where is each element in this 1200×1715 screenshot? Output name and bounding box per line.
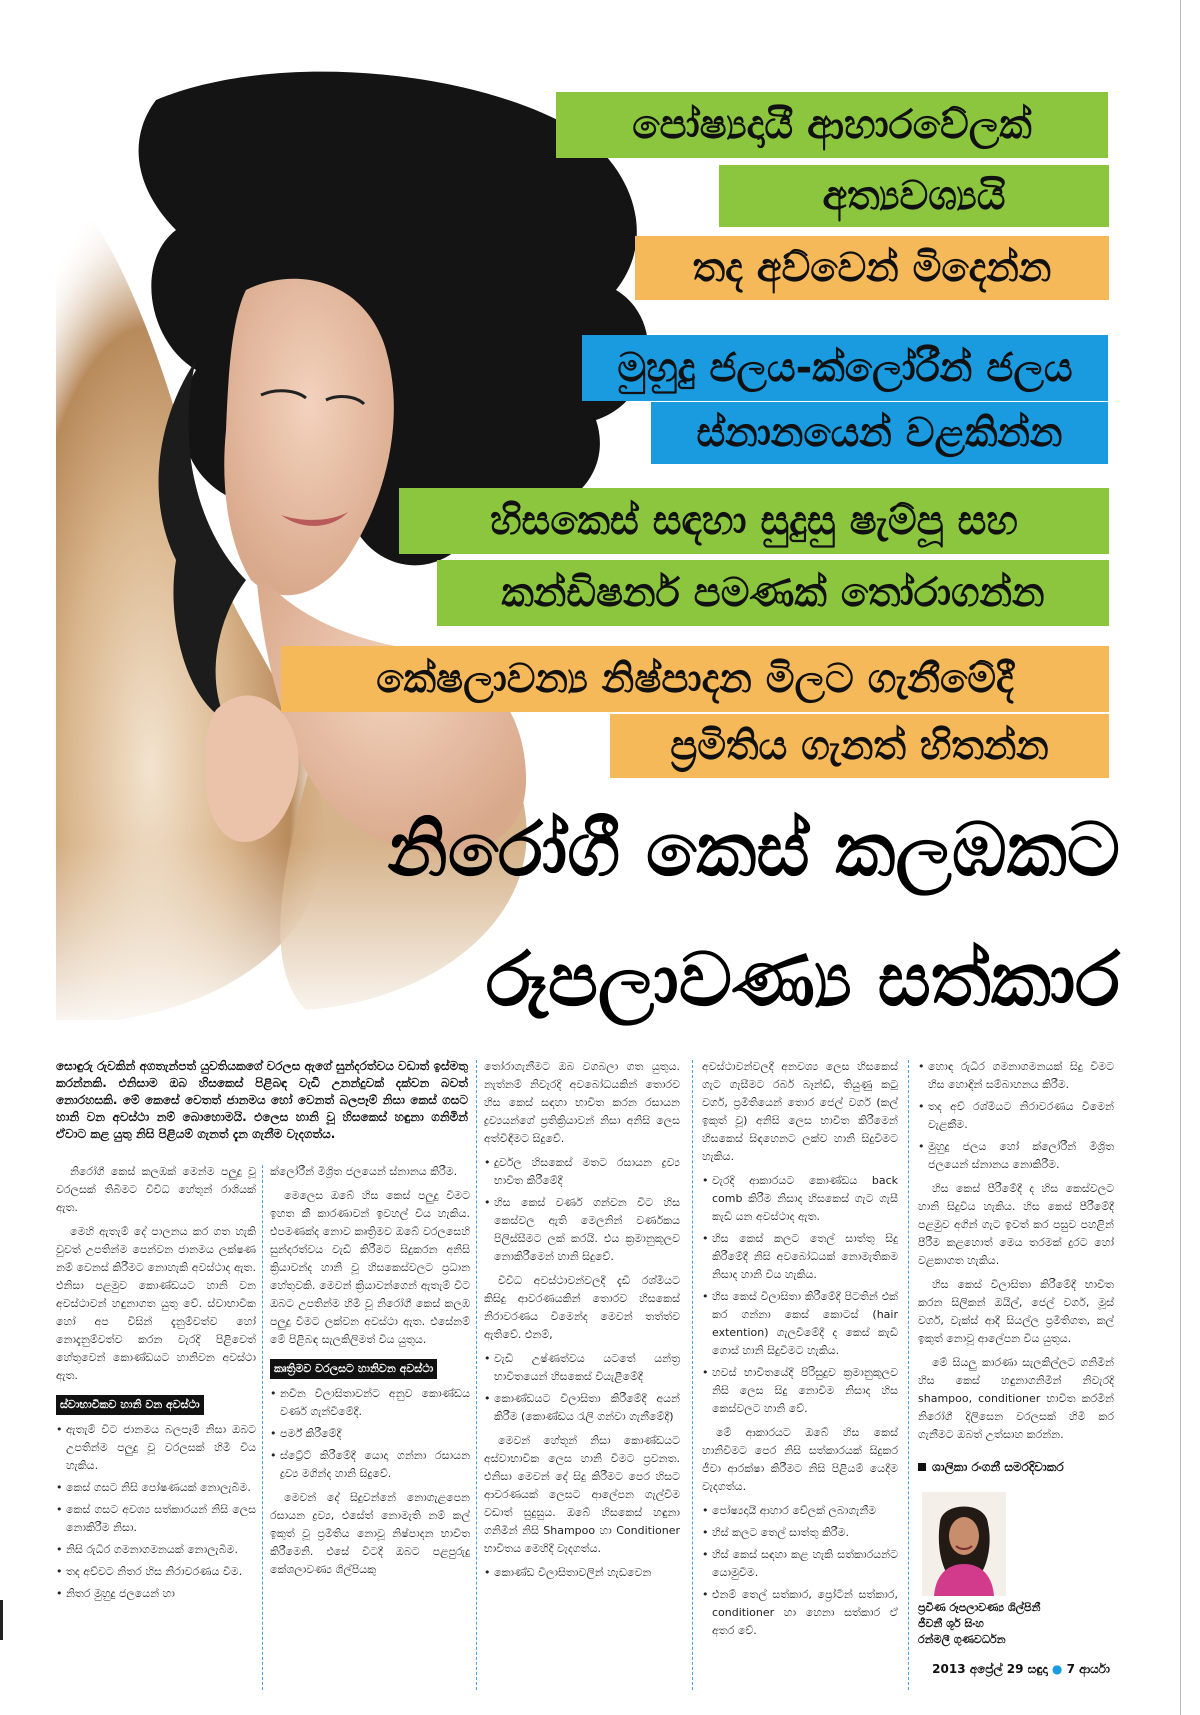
- paragraph: මේ ආකාරයට ඔබේ හිස කෙස් හානිවීමට පෙර නිසි සත්කාරයක් සිදුකර ජීවා ආරක්ෂා කිරීමට නිසි පිළියම් යෙදීම වැදගත්ය.: [702, 1426, 898, 1493]
- list-item: • වැරදි ආකාරයට කොණ්ඩය back comb කිරීම නිසාද හිසකෙස් ගැට ගැසී කැඩී යන අවස්ථාද ඇත.: [702, 1172, 898, 1226]
- paragraph: මෙවන් දේ සිදුවන්නේ නොගැළපෙන රසායන ද්‍රව්‍ය, එසේත් නොමැති නම් කල් ඉකුත් වූ ප්‍රමිතිය නොවූ නිෂ්පාදන භාවිත කිරීමෙනි. එසේ විටදී ඔබට පළපුරුදු කේශලාවණ්‍ය ශිල්පියකු: [270, 1491, 470, 1576]
- paragraph: මෙලෙස ඔබේ හිස කෙස් පලුදු වීමට ඉහත කී කාරණාවන් ඉවහල් විය හැකිය. එපමණක්ද නොව කෘත්‍රිමව ඔබේ වරලසෙහි සුන්දරත්වය වැඩි කිරීමට සිදුකරන අනිසි ක්‍රියාවන්ද හානි වූ හිසකෙස්වලට ප්‍රධාන හේතුවකි. මෙවන් ක්‍රියාවන්ගෙන් ඇතැම් විට ඔබට උපතින්ම හිමි වූ නිරෝගී කෙස් කලඹ පලුදු වීමට ලක්වන අවස්ථා ඇත. එසේනම් මේ පිළිබඳ සැලකිලිමත් විය යුතුය.: [270, 1189, 470, 1346]
- credit-line: ජීවනී ශූර් සිංහ: [918, 1617, 984, 1630]
- list-item: • හොඳ රුධිර ගමනාගමනයක් සිදු වීමට හිස හොඳින් සම්බාහනය කිරීම.: [918, 1058, 1114, 1094]
- article-title-line-1: නිරෝගී කෙස් කලඹකට: [387, 807, 1120, 893]
- article-title-line-2: රූපලාවණ්‍ය සත්කාර: [486, 937, 1120, 1023]
- section-subheading: කෘත්‍රිමව වරලසට හානිවන අවස්ථා: [270, 1359, 437, 1379]
- bullet-list: [270, 1385, 470, 1483]
- headline-8: කේෂලාවන්‍ය නිෂ්පාදන මිලට ගැනීමේදී: [281, 646, 1109, 712]
- issue-date: 2013 අප්‍රේල් 29 සඳුදා: [932, 1662, 1048, 1676]
- section-subheading: ස්වාභාවිකව හානි වන අවස්ථා: [56, 1395, 204, 1415]
- column-separator: [262, 1165, 263, 1690]
- list-item: • කෙස් ගසට අවශ්‍ය සත්කාරයන් නිසි ලෙස නොකිරීම නිසා.: [56, 1501, 256, 1537]
- page-edge-rule: [1180, 0, 1181, 1715]
- author-byline: [918, 1460, 1064, 1475]
- article-column-2: [270, 1163, 470, 1585]
- bullet-list: [702, 1502, 898, 1640]
- list-item: • ඇතැම් විට ජානමය බලපෑම් නිසා ඔබට උපතින්ම පලුදු වූ වරලසක් හිමි විය හැකිය.: [56, 1421, 256, 1475]
- list-item: • නිසි රුධිර ගමනාගමනයක් නොලැබීම.: [56, 1541, 256, 1559]
- paragraph: මෙවන් හේතූන් නිසා කොණ්ඩයට අස්වාභාවික ලෙස හානි වීමට ප්‍රවනත. එනිසා මෙවන් දේ සිදු කිරීමට පෙර හිසට ආවරණයක් ලෙසට ආලේපන ගැල්වීම වඩාත් සුදුසුය. ඔබේ හිසකෙස් හඳුනා ගනිමින් නිසි Shampoo හා Conditioner භාවිතය මෙහිදී වැදගත්ය.: [484, 1434, 680, 1555]
- list-item: • තද අව්වට නිතර හිස නිරාවරණය වීම.: [56, 1563, 256, 1581]
- list-item: • පෝෂ්‍යදායී ආහාර වේලක් ලබාගැනීම: [702, 1502, 898, 1520]
- byline-square-icon: [918, 1463, 926, 1471]
- list-item: • ස්ට්‍රේට් කිරීමේදී යොදා ගන්නා රසායන ද්‍රව්‍ය මගින්ද හානි සිදුවේ.: [270, 1447, 470, 1483]
- paragraph: මේ සියලු කාරණා සැලකිල්ලට ගනිමින් හිස කෙස් හඳුනාගනිමින් නිවැරදි shampoo, conditioner භාවිත කරමින් නිරෝගී දිලිසෙන වරලසක් හිමි කර ගැනීමට ඔබත් උත්සාහ කරන්න.: [918, 1356, 1114, 1441]
- list-item: • හිස කෙස් කලට තෙල් සාත්තු සිදු කිරීමේදී නිසි අවබෝධයක් නොමැතිකම නිසාද හානි විය හැකිය.: [702, 1230, 898, 1284]
- list-item: • හිස් කෙස් සඳහා කළ හැකි සත්කාරයන්ට යොමුවීම.: [702, 1546, 898, 1582]
- headline-6: හිසකෙස් සඳහා සුදුසු ෂැම්පූ සහ: [399, 488, 1109, 554]
- list-item: • දුර්වල හිසකෙස් මතට රසායන ද්‍රව්‍ය භාවිත කිරීමේදී: [484, 1154, 680, 1190]
- headline-4: මුහුදු ජලය-ක්ලෝරීන් ජලය: [582, 335, 1108, 401]
- bullet-dot-icon: ●: [1051, 1662, 1063, 1676]
- credit-line: ප්‍රවීණ රූපලාවණ්‍ය ශිල්පිනී: [918, 1601, 1041, 1614]
- list-item: • පර්ම් කිරීමේදී: [270, 1425, 470, 1443]
- paragraph: මෙහි ඇතැම් දේ පාලනය කර ගත හැකි වුවත් උපතින්ම පෙන්වන ජානමය ලක්ෂණ නම් වෙනස් කිරීමට නොහැකි අවස්ථාද ඇත. එනිසා පළමුව කොණ්ඩයට හානි වන අවස්ථාවන් හඳුනාගත යුතු වේ. ස්වාභාවික හෝ අප විසින් දැනුම්වත්ව හෝ නොදැනුම්වත්ව කරන වැරදි පිළිවෙත් හේතුවෙන් කොණ්ඩයට හානිවන අවස්ථා ඇත.: [56, 1225, 256, 1382]
- headline-3: තද අව්වෙන් මිදෙන්න: [635, 236, 1109, 300]
- column-separator: [476, 1060, 477, 1690]
- author-portrait: [922, 1492, 1006, 1596]
- bullet-list: [484, 1564, 680, 1582]
- paragraph: ක්ලෝරීන් මිශ්‍රිත ජලයෙන් ස්නානය කිරීම.: [270, 1165, 458, 1178]
- headline-2: අත්‍යවශ්‍යයි: [719, 165, 1109, 227]
- list-item: • වැඩි උෂ්ණත්වය යටතේ යන්ත්‍ර භාවිතයෙන් හිසකෙස් වියැළීමේදී: [484, 1350, 680, 1386]
- bullet-list: [918, 1058, 1114, 1174]
- credit-line: රන්මලී ගුණවර්ධන: [918, 1633, 1006, 1646]
- article-column-4: [702, 1058, 898, 1646]
- list-item: • කොණ්ඩයට විලාසිතා කිරීමේදී අයන් කිරීම (කොණ්ඩය රැලි ගන්වා ගැනීමේදී): [484, 1390, 680, 1426]
- article-column-5: [918, 1058, 1114, 1450]
- list-item: • කෙස් ගසට නිසි පෝෂණයක් නොලැබීම.: [56, 1479, 256, 1497]
- image-credit: [918, 1600, 1118, 1648]
- column-separator: [908, 1060, 909, 1690]
- headline-1: පෝෂ්‍යදායී ආහාරවේලක්: [556, 92, 1108, 158]
- paragraph: හිස කෙස් විලාසිතා කිරීමේදී භාවිත කරන සිලිකන් ඔයිල්, ජෙල් වර්ග, මූස් වර්ග, වැක්ස් ආදී සියල්ල ප්‍රමිතිගත, කල් ඉකුත් නොවූ ආලේපන විය යුතුය.: [918, 1278, 1114, 1345]
- list-item: • එනම් තෙල් සත්කාර, ප්‍රෝටීන් සත්කාර, conditioner හා හෙනා සත්කාර ඒ අතර වේ.: [702, 1586, 898, 1640]
- headline-7: කන්ඩිෂනර් පමණක් තෝරාගන්න: [437, 560, 1109, 626]
- bullet-list: [702, 1172, 898, 1418]
- headline-5: ස්නානයෙන් වළකින්න: [651, 402, 1108, 464]
- article-column-3: [484, 1058, 680, 1588]
- page-number: 7 ආර්යා: [1066, 1662, 1110, 1676]
- article-column-1: [56, 1163, 256, 1609]
- list-item: • නිතර මුහුදු ජලයෙන් හා: [56, 1585, 256, 1603]
- list-item: • කොණ්ඩ විලාසිතාවලින් හැඩවෙන: [484, 1564, 680, 1582]
- list-item: • මුහුදු ජලය හෝ ක්ලෝරීන් මිශ්‍රිත ජලයෙන් ස්නානය නොකිරීම.: [918, 1138, 1114, 1174]
- list-item: • හිස් කලට තෙල් සාත්තු කිරීම.: [702, 1524, 898, 1542]
- paragraph: තෝරාගැනීමට ඔබ වගබලා ගත යුතුය. නැත්නම් නිවැරදි අවබෝධයකින් තොරව හිස කෙස් සඳහා භාවිත කරන රසායන ද්‍රව්‍යයන්ගේ ප්‍රතික්‍රියාවන් නිසා අනිසි ලෙස අත්විඳීමට සිදුවේ.: [484, 1060, 680, 1145]
- crop-mark: [0, 1600, 3, 1640]
- list-item: • හිස කෙස් වර්ණ ගන්වන විට හිස කෙස්වල ඇති මෙලනින් වර්ණකය පිලිස්සීමට ලක් කරයි. එය ක්‍රමානුකූලව නොකිරීමෙන් හානි සිදුවේ.: [484, 1194, 680, 1266]
- list-item: • නවීන විලාසිතාවන්ට අනුව කොණ්ඩය වර්ණ ගැන්වීමේදී.: [270, 1385, 470, 1421]
- author-name: ශාලිකා රංගනී සමරදිවාකර: [932, 1460, 1064, 1474]
- list-item: • තද අව් රශ්මියට නිරාවරණය වීමෙන් වැළකීම.: [918, 1098, 1114, 1134]
- page-footer: [920, 1662, 1110, 1677]
- portrait-illustration: [922, 1492, 1006, 1596]
- paragraph: අවස්ථාවන්වලදී අනවශ්‍ය ලෙස හිසකෙස් ගැට ගැසීමට රබර් බෑන්ඩ්, තියුණු කටු වර්ග, ප්‍රමිතියෙන් තොර ජෙල් වර්ග (කල් ඉකුත් වූ) අනිසි ලෙස භාවිත කිරීමෙන් හිසකෙස් සිඳහෙනට ලක්ව හානි සිදුවීමට හැකිය.: [702, 1060, 898, 1163]
- bullet-list: [484, 1350, 680, 1426]
- paragraph: නිරෝගී කෙස් කලඹක් මෙන්ම පලුදු වූ වරලසක් තිබීමට විවිධ හේතූන් රාශියක් ඇත.: [56, 1165, 256, 1214]
- bullet-list: [484, 1154, 680, 1266]
- list-item: • හවස් භාවිතයේදී පිරිසුදුව ක්‍රමානුකූලව නිසි ලෙස සිදු නොවීම නිසාද හිස කෙස්වලට හානි වේ.: [702, 1364, 898, 1418]
- paragraph: විවිධ අවස්ථාවන්වලදී දැඩි රශ්මියට කිසිදු ආවරණයකින් තොරව හිසකෙස් නිරාවරණය වීමෙන්ද මෙවන් තත්ත්ව ඇතිවේ. එනම්,: [484, 1274, 680, 1341]
- list-item: • හිස කෙස් විලාසිතා කිරීමේදී පිටතින් එක් කර ගන්නා කෙස් කොටස් (hair extention) ගැලවීමේදී ද කෙස් කැඩී ගොස් හානි සිදුවීමට හැකිය.: [702, 1288, 898, 1360]
- headline-9: ප්‍රමිතිය ගැනත් හිතන්න: [610, 714, 1109, 778]
- bullet-list: [56, 1421, 256, 1603]
- article-intro: සොඳුරු රුවකින් අගතැන්පත් යුවතියකගේ වරලස ඇගේ සුන්දරත්වය වඩාත් ඉස්මතු කරන්නකි. එනිසාම ඔබ හිසකෙස් පිළිබඳ වැඩි උනන්දුවක් දක්වන බවත් නොරහසකි. මේ කෙසේ වෙතත් ජානමය හෝ වෙනත් බලපෑම් නිසා කෙස් ගසට හානි වන අවස්ථා නම් බොහොමයි. එලෙස හානි වූ හිසකෙස් හඳුනා ගනිමින් ඒවාට කළ යුතු නිසි පිළියම් ගැනත් දැන ගැනීම වැදගත්ය.: [56, 1059, 468, 1141]
- column-separator: [692, 1060, 693, 1690]
- paragraph: හිස කෙස් පීරීමේදී ද හිස කෙස්වලට හානි සිදුවිය හැකිය. හිස කෙස් පීරීමේදී පළමුව අගින් ගැට ඉවත් කර පසුව පහළින් පීරීම කළහොත් මෙය තරමක් දුරට හෝ වළකාගත හැකිය.: [918, 1182, 1114, 1267]
